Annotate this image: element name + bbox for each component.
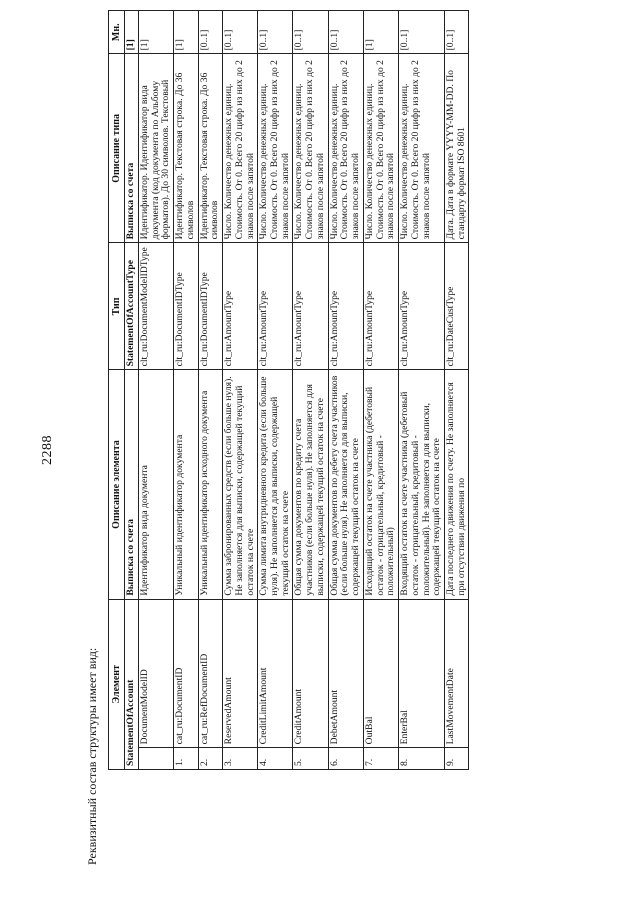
cell-element: LastMovementDate	[445, 599, 469, 748]
cell-description: Уникальный идентификатор исходного документа	[198, 370, 222, 599]
cell-num	[138, 748, 173, 770]
table-row	[399, 11, 445, 770]
cell-element: StatementOfAccount	[125, 599, 139, 769]
cell-description: Сумма забронированных средств (если больше нуля). Не заполняется для выписки, содержащей текущий остаток на счете	[223, 370, 258, 599]
table-row	[445, 11, 469, 770]
header-description: Описание элемента	[109, 370, 125, 599]
cell-type-description: Идентификатор. Идентификатор вида документа (код документа по Альбому форматов). До 30 символов. Текстовый	[138, 54, 173, 243]
page-number: 2288	[40, 435, 55, 465]
cell-element: cat_ru:DocumentID	[174, 599, 198, 748]
cell-type: clt_ru:AmountType	[328, 243, 363, 370]
table-header-row	[109, 11, 125, 770]
cell-description: Дата последнего движения по счету. Не заполняется при отсутствии движения по	[445, 370, 469, 599]
cell-element: cat_ru:RefDocumentID	[198, 599, 222, 748]
cell-element: EnterBal	[399, 599, 445, 748]
cell-type-description: Число. Количество денежных единиц. Стоимость. От 0. Всего 20 цифр из них до 2 знаков после запятой	[399, 54, 445, 243]
cell-type: clt_ru:AmountType	[399, 243, 445, 370]
cell-description: Общая сумма документов по кредиту счета участников (если больше нуля). Не заполняется для выписки, содержащей текущий остаток на счете	[293, 370, 328, 599]
cell-multiplicity: [0..1]	[445, 11, 469, 54]
cell-num: 5.	[293, 748, 328, 770]
cell-type-description: Идентификатор. Текстовая строка. До 36 символов	[174, 54, 198, 243]
cell-multiplicity: [0..1]	[198, 11, 222, 54]
cell-multiplicity: [0..1]	[293, 11, 328, 54]
cell-multiplicity: [0..1]	[328, 11, 363, 54]
cell-type-description: Выписка со счета	[125, 54, 139, 243]
cell-type: clt_ru:DocumentIDType	[198, 243, 222, 370]
cell-multiplicity: [1]	[363, 11, 398, 54]
cell-element: CreditLimitAmount	[258, 599, 293, 748]
header-type: Тип	[109, 243, 125, 370]
cell-multiplicity: [0..1]	[399, 11, 445, 54]
cell-multiplicity: [0..1]	[258, 11, 293, 54]
cell-description: Уникальный идентификатор документа	[174, 370, 198, 599]
cell-type: clt_ru:AmountType	[363, 243, 398, 370]
cell-num: 7.	[363, 748, 398, 770]
cell-element: OutBal	[363, 599, 398, 748]
cell-type-description: Число. Количество денежных единиц. Стоимость. От 0. Всего 20 цифр из них до 2 знаков после запятой	[293, 54, 328, 243]
cell-type: clt_ru:AmountType	[293, 243, 328, 370]
cell-type: clt_ru:DateCustType	[445, 243, 469, 370]
table-row	[328, 11, 363, 770]
cell-type-description: Идентификатор. Текстовая строка. До 36 символов	[198, 54, 222, 243]
cell-element: DebetAmount	[328, 599, 363, 748]
cell-description: Сумма лимита внутридневного кредита (если больше нуля). Не заполняется для выписки, содержащей текущий остаток на счете	[258, 370, 293, 599]
cell-multiplicity: [0..1]	[223, 11, 258, 54]
table-row	[174, 11, 198, 770]
cell-type-description: Число. Количество денежных единиц. Стоимость. От 0. Всего 20 цифр из них до 2 знаков после запятой	[328, 54, 363, 243]
intro-text: Реквизитный состав структуры имеет вид:	[85, 647, 99, 865]
cell-type-description: Число. Количество денежных единиц. Стоимость. От 0. Всего 20 цифр из них до 2 знаков после запятой	[223, 54, 258, 243]
cell-description: Входящий остаток на счете участника (дебетовый остаток - отрицательный, кредитовый - положительный). Не заполняется для выписки, содержащей текущий остаток на счете	[399, 370, 445, 599]
cell-type-description: Число. Количество денежных единиц. Стоимость. От 0. Всего 20 цифр из них до 2 знаков после запятой	[258, 54, 293, 243]
table-row	[293, 11, 328, 770]
table-row	[198, 11, 222, 770]
cell-description: Общая сумма документов по дебету счета участников (если больше нуля). Не заполняется для выписки, содержащей текущий остаток на счете	[328, 370, 363, 599]
cell-num: 3.	[223, 748, 258, 770]
cell-description: Выписка со счета	[125, 370, 139, 599]
cell-description: Исходящий остаток на счете участника (дебетовый остаток - отрицательный, кредитовый - положительный)	[363, 370, 398, 599]
cell-element: CreditAmount	[293, 599, 328, 748]
cell-type: StatementOfAccountType	[125, 243, 139, 370]
cell-num: 6.	[328, 748, 363, 770]
cell-type: clt_ru:DocumentIDType	[174, 243, 198, 370]
requisites-table	[108, 10, 469, 770]
cell-type: clt_ru:DocumentModelIDType	[138, 243, 173, 370]
header-type-description: Описание типа	[109, 54, 125, 243]
cell-type-description: Число. Количество денежных единиц. Стоимость. От 0. Всего 20 цифр из них до 2 знаков после запятой	[363, 54, 398, 243]
cell-type-description: Дата. Дата в формате YYYY-MM-DD. По стандарту формат ISO 8601	[445, 54, 469, 243]
table-row	[138, 11, 173, 770]
cell-type: clt_ru:AmountType	[258, 243, 293, 370]
table-row	[223, 11, 258, 770]
cell-num: 8.	[399, 748, 445, 770]
cell-num: 1.	[174, 748, 198, 770]
header-element: Элемент	[109, 599, 125, 769]
cell-multiplicity: [1]	[138, 11, 173, 54]
table-row	[363, 11, 398, 770]
cell-num: 2.	[198, 748, 222, 770]
cell-element: ReservedAmount	[223, 599, 258, 748]
header-multiplicity: Мн.	[109, 11, 125, 54]
cell-multiplicity: [1]	[125, 11, 139, 54]
cell-num: 9.	[445, 748, 469, 770]
table-row	[258, 11, 293, 770]
cell-num: 4.	[258, 748, 293, 770]
cell-element: DocumentModelID	[138, 599, 173, 748]
table-row	[125, 11, 139, 770]
cell-type: clt_ru:AmountType	[223, 243, 258, 370]
cell-multiplicity: [1]	[174, 11, 198, 54]
cell-description: Идентификатор вида документа	[138, 370, 173, 599]
